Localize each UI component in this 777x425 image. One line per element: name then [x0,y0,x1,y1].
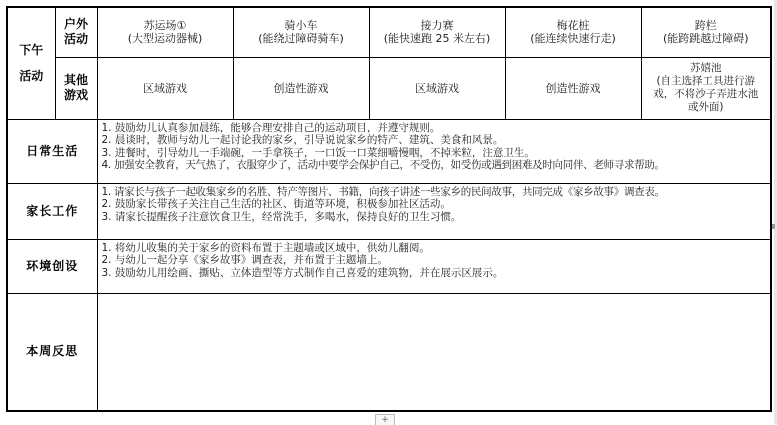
outdoor-name: 苏运场① [143,19,187,33]
list-item: 2. 与幼儿一起分享《家乡故事》调查表，并布置于主题墙上。 [101,254,388,266]
outdoor-name: 骑小车 [284,19,318,33]
game-line: (自主选择工具进行游 [656,75,756,87]
outdoor-label: 户外活动 [63,17,88,47]
list-item: 1. 将幼儿收集的关于家乡的资料布置于主题墙或区域中，供幼儿翻阅。 [101,241,430,254]
list-item: 3. 进餐时，引导幼儿一手端碗，一手拿筷子，一口饭一口菜细嚼慢咽，不掉米粒，注意卫生。 [101,146,535,159]
outdoor-name: 跨栏 [694,19,717,33]
parent-work-header: 家长工作 [7,183,97,239]
other-games-label: 其他游戏 [63,73,88,102]
list-item: 2. 晨谈时，教师与幼儿一起讨论我的家乡，引导说说家乡的特产、建筑、美食和风景。 [101,134,504,146]
environment-content [97,239,771,293]
outdoor-note: (能绕过障碍骑车) [258,32,344,46]
list-item: 2. 鼓励家长带孩子关注自己生活的社区、街道等环境，积极参加社区活动。 [101,198,451,210]
game-cell-4: 创造性游戏 [505,57,641,119]
weekly-plan-table [6,6,772,412]
list-item: 4. 加强安全教育，天气热了，衣服穿少了，活动中要学会保护自己，不受伤，如受伤或遇到困难及时向同伴、老师寻求帮助。 [101,159,665,171]
game-cell-1: 区域游戏 [97,57,233,119]
environment-header: 环境创设 [7,239,97,293]
list-item: 1. 鼓励幼儿认真参加晨练，能够合理安排自己的运动项目，并遵守规则。 [101,121,441,134]
list-item: 3. 鼓励幼儿用绘画、撕贴、立体造型等方式制作自己喜爱的建筑物，并在展示区展示。 [101,266,504,279]
outdoor-note: (能连续快速行走) [530,32,616,46]
parent-work-content [97,183,771,239]
game-cell-3: 区域游戏 [369,57,505,119]
reflection-header: 本周反思 [7,293,97,411]
game-line: 或外面) [687,101,724,113]
outdoor-cell-4 [505,7,641,57]
other-games-header [55,57,97,119]
list-item: 1. 请家长与孩子一起收集家乡的名胜、特产等图片、书籍，向孩子讲述一些家乡的民间故事，共同完成《家乡故事》调查表。 [101,185,665,198]
game-line: 戏，不将沙子弄进水池 [653,88,759,100]
game-cell-2: 创造性游戏 [233,57,369,119]
outdoor-cell-2 [233,7,369,57]
outdoor-note: (大型运动器械) [127,32,203,46]
outdoor-note: (能快速跑 25 米左右) [383,32,491,46]
outdoor-name: 接力赛 [420,19,454,33]
reflection-content[interactable] [97,293,771,411]
outdoor-cell-1 [97,7,233,57]
game-line: 苏嬉池 [690,62,722,74]
daily-life-content [97,119,771,183]
outdoor-activity-header [55,7,97,57]
outdoor-name: 梅花桩 [556,19,590,33]
outdoor-cell-3 [369,7,505,57]
daily-life-header: 日常生活 [7,119,97,183]
game-cell-5 [641,57,771,119]
table-add-row-handle[interactable]: + [375,414,395,425]
outdoor-cell-5 [641,7,771,57]
afternoon-label: 下午活动 [19,43,44,84]
outdoor-note: (能跨跳越过障碍) [662,32,749,46]
list-item: 3. 请家长提醒孩子注意饮食卫生，经常洗手，多喝水，保持良好的卫生习惯。 [101,210,462,223]
afternoon-activity-header [7,7,55,119]
